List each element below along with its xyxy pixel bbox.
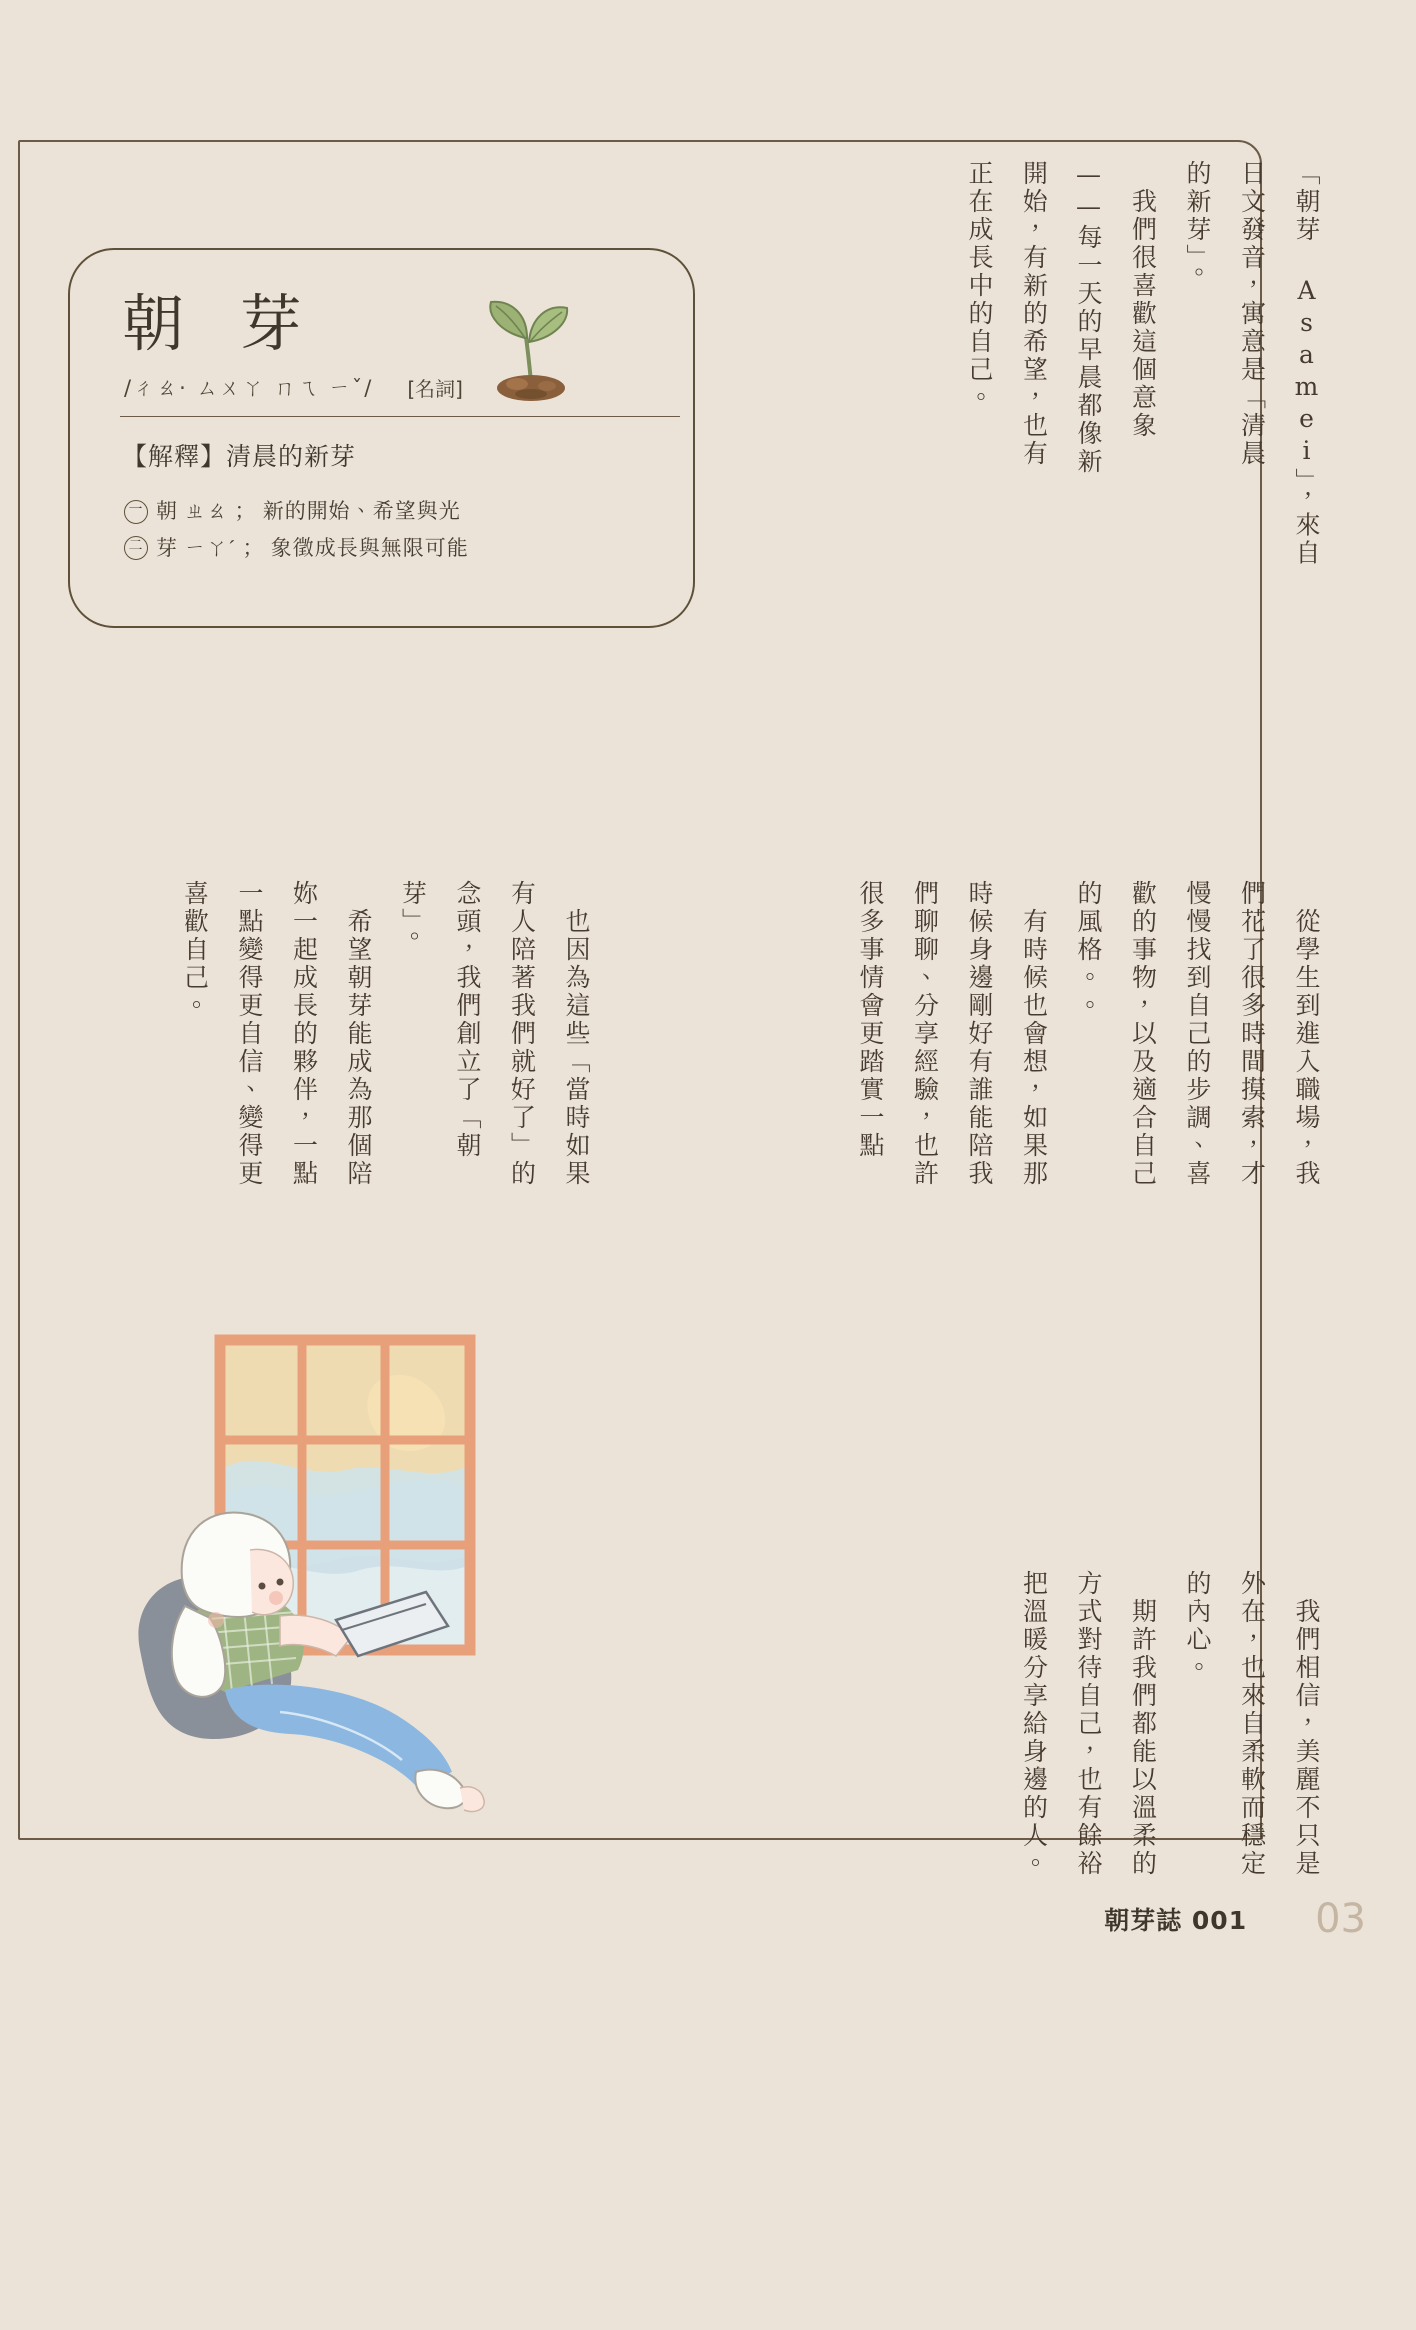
definition-part-of-speech: [名詞] — [407, 377, 463, 402]
definition-item — [124, 530, 649, 567]
text-column: 正在成長中的自己。 — [965, 160, 994, 412]
text-column: 們聊聊、分享經驗，也許 — [910, 880, 940, 1188]
definition-item-text: 朝 ㄓㄠ ； 新的開始、希望與光 — [156, 499, 461, 524]
text-column: 外在，也來自柔軟而穩定 — [1237, 1570, 1267, 1878]
page-footer — [0, 1896, 1416, 1942]
text-column: 開始，有新的希望，也有 — [1019, 160, 1049, 468]
text-column: 期許我們都能以溫柔的 — [1128, 1570, 1158, 1878]
definition-meaning: 【解釋】清晨的新芽 — [122, 444, 357, 472]
definition-phonetic: /ㄔㄠ· ㄙㄨㄚ ㄇㄟ ㄧˇ/ — [124, 376, 374, 401]
text-column: 喜歡自己。 — [180, 880, 210, 1020]
text-column: ——每一天的早晨都像新 — [1074, 160, 1103, 476]
text-column: 的內心。 — [1183, 1570, 1212, 1682]
text-column: 希望朝芽能成為那個陪 — [344, 880, 373, 1188]
footer-title: 朝芽誌 001 — [1104, 1906, 1248, 1935]
body-text-middle — [836, 880, 1327, 1570]
definition-item-list — [124, 493, 649, 567]
text-column: 我們相信，美麗不只是 — [1292, 1570, 1321, 1878]
definition-word: 朝 芽 — [122, 287, 320, 360]
text-column: 的新芽」。 — [1183, 160, 1212, 288]
text-column: 妳一起成長的夥伴，一點 — [289, 880, 319, 1188]
text-column: 我們很喜歡這個意象 — [1128, 160, 1158, 440]
girl-reading-by-window-illustration — [130, 1320, 550, 1820]
definition-item — [124, 493, 649, 530]
sprout-icon — [461, 286, 601, 416]
body-text-bottom — [999, 1570, 1326, 2330]
text-column: 有時候也會想，如果那 — [1019, 880, 1049, 1188]
text-column: 慢慢找到自己的步調、喜 — [1183, 880, 1212, 1188]
definition-card — [68, 248, 695, 628]
text-column: 從學生到進入職場，我 — [1292, 880, 1321, 1188]
text-column: 有人陪著我們就好了」的 — [507, 880, 537, 1188]
text-column: 的風格。。 — [1074, 880, 1103, 1020]
text-column: 把溫暖分享給身邊的人。 — [1019, 1570, 1049, 1878]
definition-divider — [120, 416, 680, 417]
text-column: 「朝芽 Asamei」，來自 — [1292, 160, 1321, 568]
circled-number-icon: 一 — [124, 500, 148, 524]
text-column: 們花了很多時間摸索，才 — [1237, 880, 1267, 1188]
text-column: 念頭，我們創立了「朝 — [453, 880, 482, 1160]
text-column: 日文發音，寓意是「清晨 — [1237, 160, 1267, 468]
text-column: 歡的事物，以及適合自己 — [1128, 880, 1158, 1188]
text-column: 時候身邊剛好有誰能陪我 — [965, 880, 994, 1188]
text-column: 芽」。 — [398, 880, 428, 952]
text-column: 很多事情會更踏實一點 — [856, 880, 885, 1160]
text-column: 方式對待自己，也有餘裕 — [1074, 1570, 1103, 1878]
text-column: 一點變得更自信、變得更 — [235, 880, 264, 1188]
text-column: 也因為這些「當時如果 — [562, 880, 591, 1188]
definition-item-text: 芽 ㄧㄚˊ ； 象徵成長與無限可能 — [156, 535, 469, 560]
circled-number-icon: 二 — [124, 536, 148, 560]
page-number: 03 — [1315, 1896, 1366, 1942]
body-text-top — [945, 160, 1327, 860]
